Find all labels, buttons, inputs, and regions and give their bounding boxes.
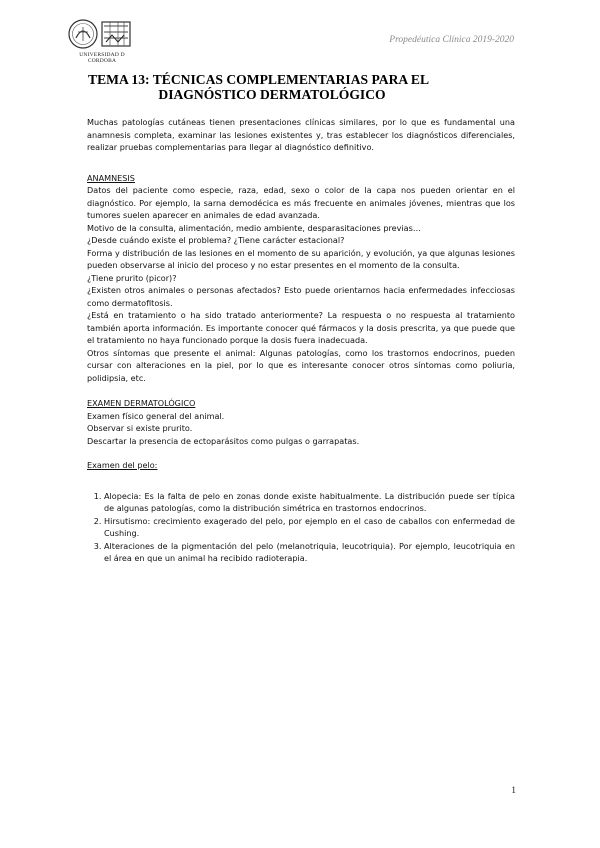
page-title bbox=[88, 72, 508, 102]
anamnesis-paragraph: Motivo de la consulta, alimentación, medio ambiente, desparasitaciones previas… bbox=[87, 222, 421, 233]
section-heading-examen: EXAMEN DERMATOLÓGICO bbox=[87, 398, 196, 408]
anamnesis-paragraph: Otros síntomas que presente el animal: Algunas patologías, como los trastornos endocrinos, pueden cursar con alteraciones en la piel, por lo que es interesante conocer otros síntomas como poliuria, polidipsia, etc. bbox=[87, 347, 515, 383]
list-item: 2. Hirsutismo: crecimiento exagerado del pelo, por ejemplo en el caso de caballos con enfermedad de Cushing. bbox=[104, 515, 515, 540]
anamnesis-paragraph: ¿Existen otros animales o personas afectados? Esto puede orientarnos hacia enfermedades infecciosas como dermatofitosis. bbox=[87, 285, 515, 308]
anamnesis-paragraph: ¿Tiene prurito (picor)? bbox=[87, 272, 177, 283]
subsection-heading-pelo: Examen del pelo: bbox=[87, 460, 158, 470]
anamnesis-paragraph: Datos del paciente como especie, raza, edad, sexo o color de la capa nos pueden orientar en el diagnóstico. Por ejemplo, la sarna demodécica es más frecuente en animales jóvenes, mientras que los tumores suelen aparecer en animales de edad avanzada. bbox=[87, 185, 515, 220]
intro-paragraph: Muchas patologías cutáneas tienen presentaciones clínicas similares, por lo que es fundamental una anamnesis completa, examinar las lesiones existentes y, tras establecer los diagnósticos diferenciales, realizar pruebas complementarias para llegar al diagnóstico definitivo. bbox=[87, 117, 515, 152]
list-item: 3. Alteraciones de la pigmentación del pelo (melanotriquia, leucotriquia). Por ejemplo, leucotriquia en el área en que un animal ha recibido radioterapia. bbox=[104, 540, 515, 565]
title-line-2: DIAGNÓSTICO DERMATOLÓGICO bbox=[158, 87, 386, 102]
course-header: Propedéutica Clínica 2019-2020 bbox=[389, 35, 514, 45]
pelo-list bbox=[87, 490, 515, 565]
examen-line: Descartar la presencia de ectoparásitos como pulgas o garrapatas. bbox=[87, 435, 360, 446]
university-logo bbox=[66, 18, 138, 64]
examen-line: Examen físico general del animal. bbox=[87, 410, 225, 421]
examen-line: Observar si existe prurito. bbox=[87, 423, 193, 433]
document-body bbox=[87, 116, 515, 565]
list-item: 1. Alopecia: Es la falta de pelo en zonas donde existe habitualmente. La distribución puede ser típica de algunas patologías, como la distribución simétrica en trastornos endocrinos. bbox=[104, 490, 515, 515]
logo-caption: UNIVERSIDAD D CORDOBA bbox=[79, 52, 125, 64]
title-line-1: TEMA 13: TÉCNICAS COMPLEMENTARIAS PARA EL bbox=[88, 72, 430, 87]
anamnesis-paragraph: Forma y distribución de las lesiones en el momento de su aparición, y evolución, ya que algunas lesiones pueden observarse al inicio del proceso y no estar presentes en el momento de la consulta. bbox=[87, 247, 515, 270]
anamnesis-paragraph: ¿Desde cuándo existe el problema? ¿Tiene carácter estacional? bbox=[87, 235, 345, 245]
section-heading-anamnesis: ANAMNESIS bbox=[87, 172, 135, 183]
anamnesis-paragraph: ¿Está en tratamiento o ha sido tratado anteriormente? La respuesta o no respuesta al tratamiento también aporta información. Es importante conocer qué fármacos y la dosis prescrita, ya que puede que el tratamiento no haya funcionado porque la dosis fuera inadecuada. bbox=[87, 310, 515, 345]
page-number: 1 bbox=[511, 786, 516, 796]
university-crest-icon bbox=[66, 18, 138, 52]
